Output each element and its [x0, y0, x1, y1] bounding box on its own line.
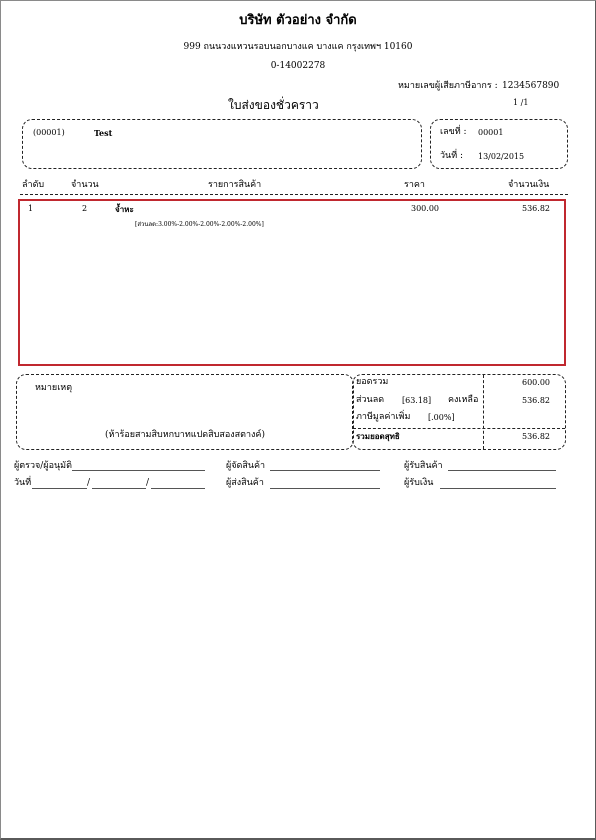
header-seq: ลำดับ: [22, 180, 45, 190]
page-number: 1 /1: [513, 98, 529, 107]
sig-receiver-money-label: ผู้รับเงิน: [404, 478, 434, 488]
row-item: จ้ำหะ: [115, 204, 134, 214]
sig-date-line-month: [92, 488, 146, 489]
subtotal-label: ยอดรวม: [356, 377, 389, 387]
doc-date-label: วันที่ :: [440, 151, 464, 161]
company-address: 999 ถนนวงแหวนรอบนอกบางแค บางแค กรุงเทพฯ 10160: [183, 42, 413, 52]
sig-receiver-goods-label: ผู้รับสินค้า: [404, 461, 443, 471]
customer-code: (00001): [33, 128, 65, 137]
row-qty: 2: [82, 204, 88, 213]
row-discount-note: [ส่วนลด:3.00%-2.00%-2.00%-2.00%-2.00%]: [135, 221, 264, 228]
remaining-label: คงเหลือ: [448, 395, 479, 405]
header-price: ราคา: [404, 180, 425, 190]
sig-date-sep-2: /: [146, 478, 150, 488]
sig-shipper-label: ผู้จัดสินค้า: [226, 461, 266, 471]
net-label: รวมยอดสุทธิ: [356, 431, 400, 441]
header-item: รายการสินค้า: [208, 180, 262, 190]
customer-name: Test: [94, 128, 113, 138]
doc-date: 13/02/2015: [478, 152, 525, 161]
tax-id-label: หมายเลขผู้เสียภาษีอากร :: [398, 81, 498, 91]
sig-deliverer-label: ผู้ส่งสินค้า: [226, 478, 264, 488]
remaining-value: 536.82: [522, 396, 550, 405]
header-amount: จำนวนเงิน: [508, 180, 550, 190]
sig-receiver-money-line: [440, 488, 556, 489]
sig-receiver-goods-line: [448, 470, 556, 471]
header-qty: จำนวน: [71, 180, 99, 190]
totals-divider-horizontal: [353, 428, 565, 429]
customer-box: [22, 119, 422, 169]
sig-date-line-day: [32, 488, 87, 489]
sig-deliverer-line: [270, 488, 380, 489]
sig-date-line-year: [151, 488, 205, 489]
company-name: บริษัท ตัวอย่าง จำกัด: [239, 13, 357, 28]
document-title: ใบส่งของชั่วคราว: [228, 98, 319, 112]
sig-date-label: วันที่: [14, 478, 32, 488]
row-seq: 1: [28, 204, 34, 213]
company-phone: 0-14002278: [270, 61, 326, 71]
net-value: 536.82: [522, 432, 550, 441]
discount-label: ส่วนลด: [356, 395, 385, 405]
subtotal-value: 600.00: [522, 378, 550, 387]
discount-value: [63.18]: [402, 396, 432, 405]
row-amount: 536.82: [522, 204, 550, 213]
highlight-box: [18, 199, 566, 366]
vat-rate: [.00%]: [428, 413, 455, 422]
row-price: 300.00: [411, 204, 439, 213]
sig-inspector-line: [72, 470, 205, 471]
tax-id: 1234567890: [502, 81, 560, 91]
remarks-label: หมายเหตุ: [35, 383, 73, 393]
amount-in-words: (ห้าร้อยสามสิบหกบาทแปดสิบสองสตางค์): [105, 430, 265, 440]
doc-number-label: เลขที่ :: [440, 127, 467, 137]
vat-label: ภาษีมูลค่าเพิ่ม: [356, 412, 411, 422]
sig-shipper-line: [270, 470, 380, 471]
sig-inspector-label: ผู้ตรวจ/ผู้อนุมัติ: [14, 461, 72, 471]
header-divider: [20, 194, 568, 195]
doc-number: 00001: [478, 128, 504, 137]
sig-date-sep-1: /: [87, 478, 91, 488]
